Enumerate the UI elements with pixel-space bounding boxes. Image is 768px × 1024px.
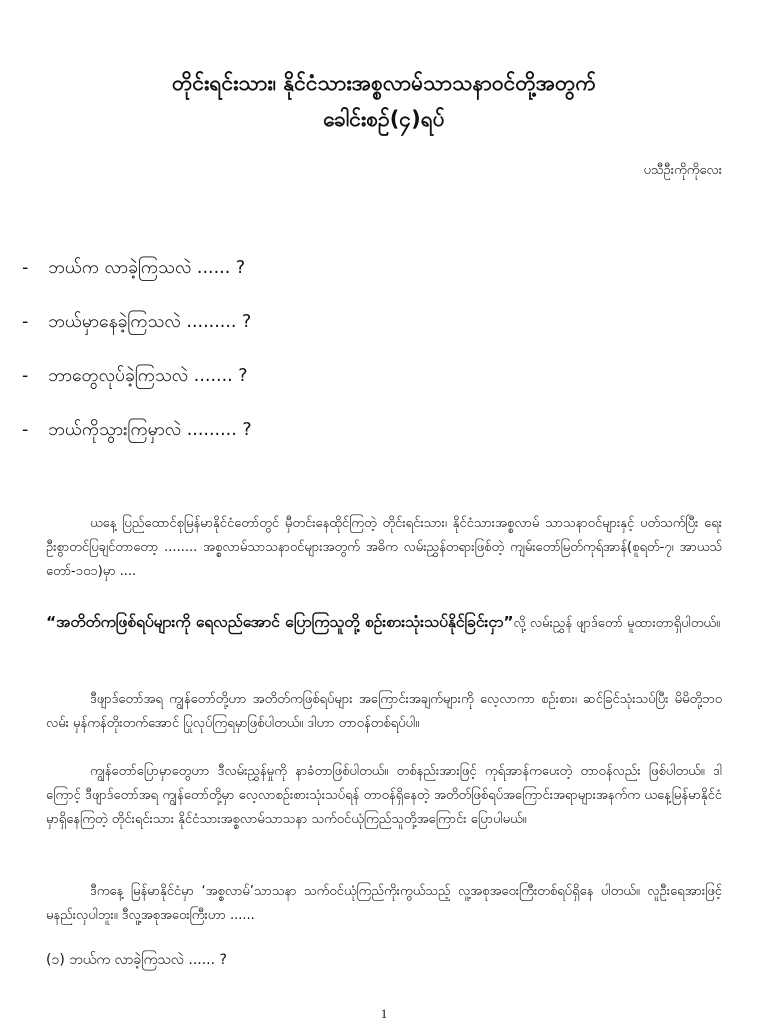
question-item bbox=[22, 418, 252, 472]
body-paragraph-4: ကျွန်တော်ပြောမှာတွေဟာ ဒီလမ်းညွှန်မှုကို နာခံတာဖြစ်ပါတယ်။ တစ်နည်းအားဖြင့် ကုရ်အာန်ကပေးတဲ့ တာဝန်လည်း ဖြစ်ပါတယ်။ ဒါကြောင့် ဒီဖျာဒ်တော်အရ ကျွန်တော်တို့မှာ လေ့လာစဉ်းစားသုံးသပ်ရန် တာဝန်ရှိနေတဲ့ အတိတ်ဖြစ်ရပ်အကြောင်းအရာများအနက်က ယနေ့မြန်မာနိုင်ငံမှာရှိနေကြတဲ့ တိုင်းရင်းသား နိုင်ငံသားအစ္စလာမ်သာသနာ သက်ဝင်ယုံကြည်သူတို့အကြောင်း ပြောပါမယ်။ bbox=[46, 764, 722, 827]
body-paragraph-2 bbox=[46, 610, 722, 636]
document-title-line-2: ခေါင်းစဉ်(၄)ရပ် bbox=[323, 107, 445, 131]
bullet-dash: - bbox=[22, 312, 29, 332]
quoted-verse-continuation: လို့ လမ်းညွှန် ဖျာဒ်တော် မူထားတာရှိပါတယ်။ bbox=[513, 616, 720, 631]
question-text: ဘယ်က လာခဲ့ကြသလဲ ...... ? bbox=[48, 258, 246, 278]
quoted-verse: “အတိတ်ကဖြစ်ရပ်များကို ရေလည်အောင် ပြောကြသူတို့ စဉ်းစားသုံးသပ်နိုင်ခြင်းငှာ” bbox=[46, 613, 514, 631]
body-paragraph-1: ယနေ့ ပြည်ထောင်စုမြန်မာနိုင်ငံတော်တွင် မှီတင်းနေထိုင်ကြတဲ့ တိုင်းရင်းသား၊ နိုင်ငံသားအစ္စလာမ် သာသနာဝင်များနှင့် ပတ်သက်ပြီး ရေးဦးစွာတင်ပြချင်တာတော့ ........ အစ္စလာမ်သာသနာဝင်များအတွက် အဓိက လမ်းညွှန်တရားဖြစ်တဲ့ ကျမ်းတော်မြတ်ကုရ်အာန်(စူရတ်-၇၊ အာယသ်တော်-၁၀၁)မှာ .... bbox=[46, 516, 722, 579]
question-text: ဘယ်မှာနေခဲ့ကြသလဲ ......... ? bbox=[48, 312, 252, 332]
body-paragraph-5: ဒီကနေ့ မြန်မာနိုင်ငံမှာ ‘အစ္စလာမ်’သာသနာ သက်ဝင်ယုံကြည်ကိုးကွယ်သည့် လူ့အစုအဝေးကြီးတစ်ရပ်ရှိနေ ပါတယ်။ လူဦးရေအားဖြင့် မနည်းလှပါဘူး။ ဒီလူ့အစုအဝေးကြီးဟာ ...... bbox=[46, 884, 722, 923]
bullet-dash: - bbox=[22, 420, 29, 440]
question-item bbox=[22, 310, 252, 364]
author-name: ပသီဦးကိုကိုလေး bbox=[643, 163, 722, 178]
question-item bbox=[22, 256, 252, 310]
question-list bbox=[22, 256, 252, 472]
question-text: ဘာတွေလုပ်ခဲ့ကြသလဲ ....... ? bbox=[48, 366, 248, 386]
document-title-line-1: တိုင်းရင်းသား၊ နိုင်ငံသားအစ္စလာမ်သာသနာဝင်တို့အတွက် bbox=[171, 71, 597, 95]
section-subheading: (၁) ဘယ်က လာခဲ့ကြသလဲ ...... ? bbox=[46, 952, 227, 968]
bullet-dash: - bbox=[22, 258, 29, 278]
question-text: ဘယ်ကိုသွားကြမှာလဲ ......... ? bbox=[48, 420, 252, 440]
bullet-dash: - bbox=[22, 366, 29, 386]
question-item bbox=[22, 364, 252, 418]
body-paragraph-3: ဒီဖျာဒ်တော်အရ ကျွန်တော်တို့ဟာ အတိတ်ကဖြစ်ရပ်များ အကြောင်းအချက်များကို လေ့လာကာ စဉ်းစား၊ ဆင်ခြင်သုံးသပ်ပြီး မိမိတို့ဘဝလမ်း မှန်ကန်တိုးတက်အောင် ပြုလုပ်ကြရမှာဖြစ်ပါတယ်။ ဒါဟာ တာဝန်တစ်ရပ်ပါ။ bbox=[46, 692, 722, 731]
page-number: 1 bbox=[380, 1006, 388, 1021]
